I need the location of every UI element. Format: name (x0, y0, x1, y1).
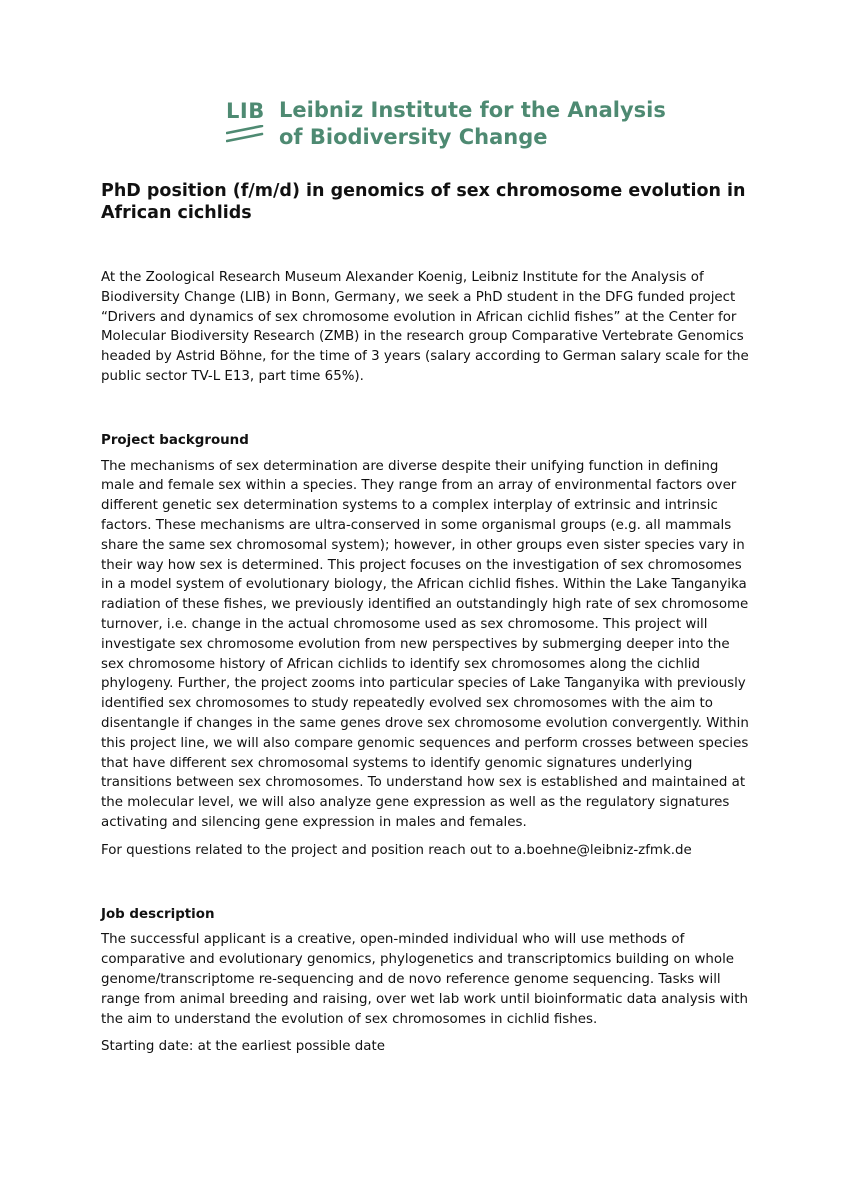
logo-institute-name (279, 97, 666, 151)
job-description-paragraph: The successful applicant is a creative, open-minded individual who will use methods of comparative and evolutionary genomics, phylogenetics and transcriptomics building on whole genome/transcriptome re-sequencing and de novo reference genome sequencing. Tasks will range from animal breeding and raising, over wet lab work until bioinformatic data analysis with the aim to understand the evolution of sex chromosomes in cichlid fishes. (101, 932, 748, 1027)
logo-name-line-1: Leibniz Institute for the Analysis (279, 98, 666, 122)
logo-name-line-2: of Biodiversity Change (279, 125, 548, 149)
section-heading-project-background: Project background (101, 432, 249, 448)
starting-date-paragraph: Starting date: at the earliest possible date (101, 1039, 385, 1055)
logo-lines-icon (226, 125, 274, 143)
section-heading-job-description: Job description (101, 906, 215, 922)
page-title: PhD position (f/m/d) in genomics of sex chromosome evolution in African cichlids (101, 181, 746, 223)
logo-abbreviation: LIB (226, 99, 265, 123)
intro-paragraph: At the Zoological Research Museum Alexander Koenig, Leibniz Institute for the Analysis of Biodiversity Change (LIB) in Bonn, Germany, we seek a PhD student in the DFG funded project “Drivers and dynamics of sex chromosome evolution in African cichlid fishes” at the Center for Molecular Biodiversity Research (ZMB) in the research group Comparative Vertebrate Genomics headed by Astrid Böhne, for the time of 3 years (salary according to German salary scale for the public sector TV-L E13, part time 65%). (101, 270, 749, 384)
document-body (101, 180, 751, 1057)
contact-paragraph: For questions related to the project and position reach out to a.boehne@leibniz-zfmk.de (101, 842, 692, 858)
lib-logo (226, 97, 666, 159)
project-background-paragraph: The mechanisms of sex determination are diverse despite their unifying function in defining male and female sex within a species. They range from an array of environmental factors over different genetic sex determination systems to a complex interplay of extrinsic and intrinsic factors. These mechanisms are ultra-conserved in some organismal groups (e.g. all mammals share the same sex chromosomal system); however, in other groups even sister species vary in their way how sex is determined. This project focuses on the investigation of sex chromosomes in a model system of evolutionary biology, the African cichlid fishes. Within the Lake Tanganyika radiation of these fishes, we previously identified an outstandingly high rate of sex chromosome turnover, i.e. change in the actual chromosome used as sex chromosome. This project will investigate sex chromosome evolution from new perspectives by submerging deeper into the sex chromosome history of African cichlids to identify sex chromosomes along the cichlid phylogeny. Further, the project zooms into particular species of Lake Tanganyika with previously identified sex chromosomes to study repeatedly evolved sex chromosomes with the aim to disentangle if changes in the same genes drove sex chromosome evolution convergently. Within this project line, we will also compare genomic sequences and perform crosses between species that have different sex chromosomal systems to identify genomic signatures underlying transitions between sex chromosomes. To understand how sex is established and maintained at the molecular level, we will also analyze gene expression as well as the regulatory signatures activating and silencing gene expression in males and females. (101, 458, 749, 830)
